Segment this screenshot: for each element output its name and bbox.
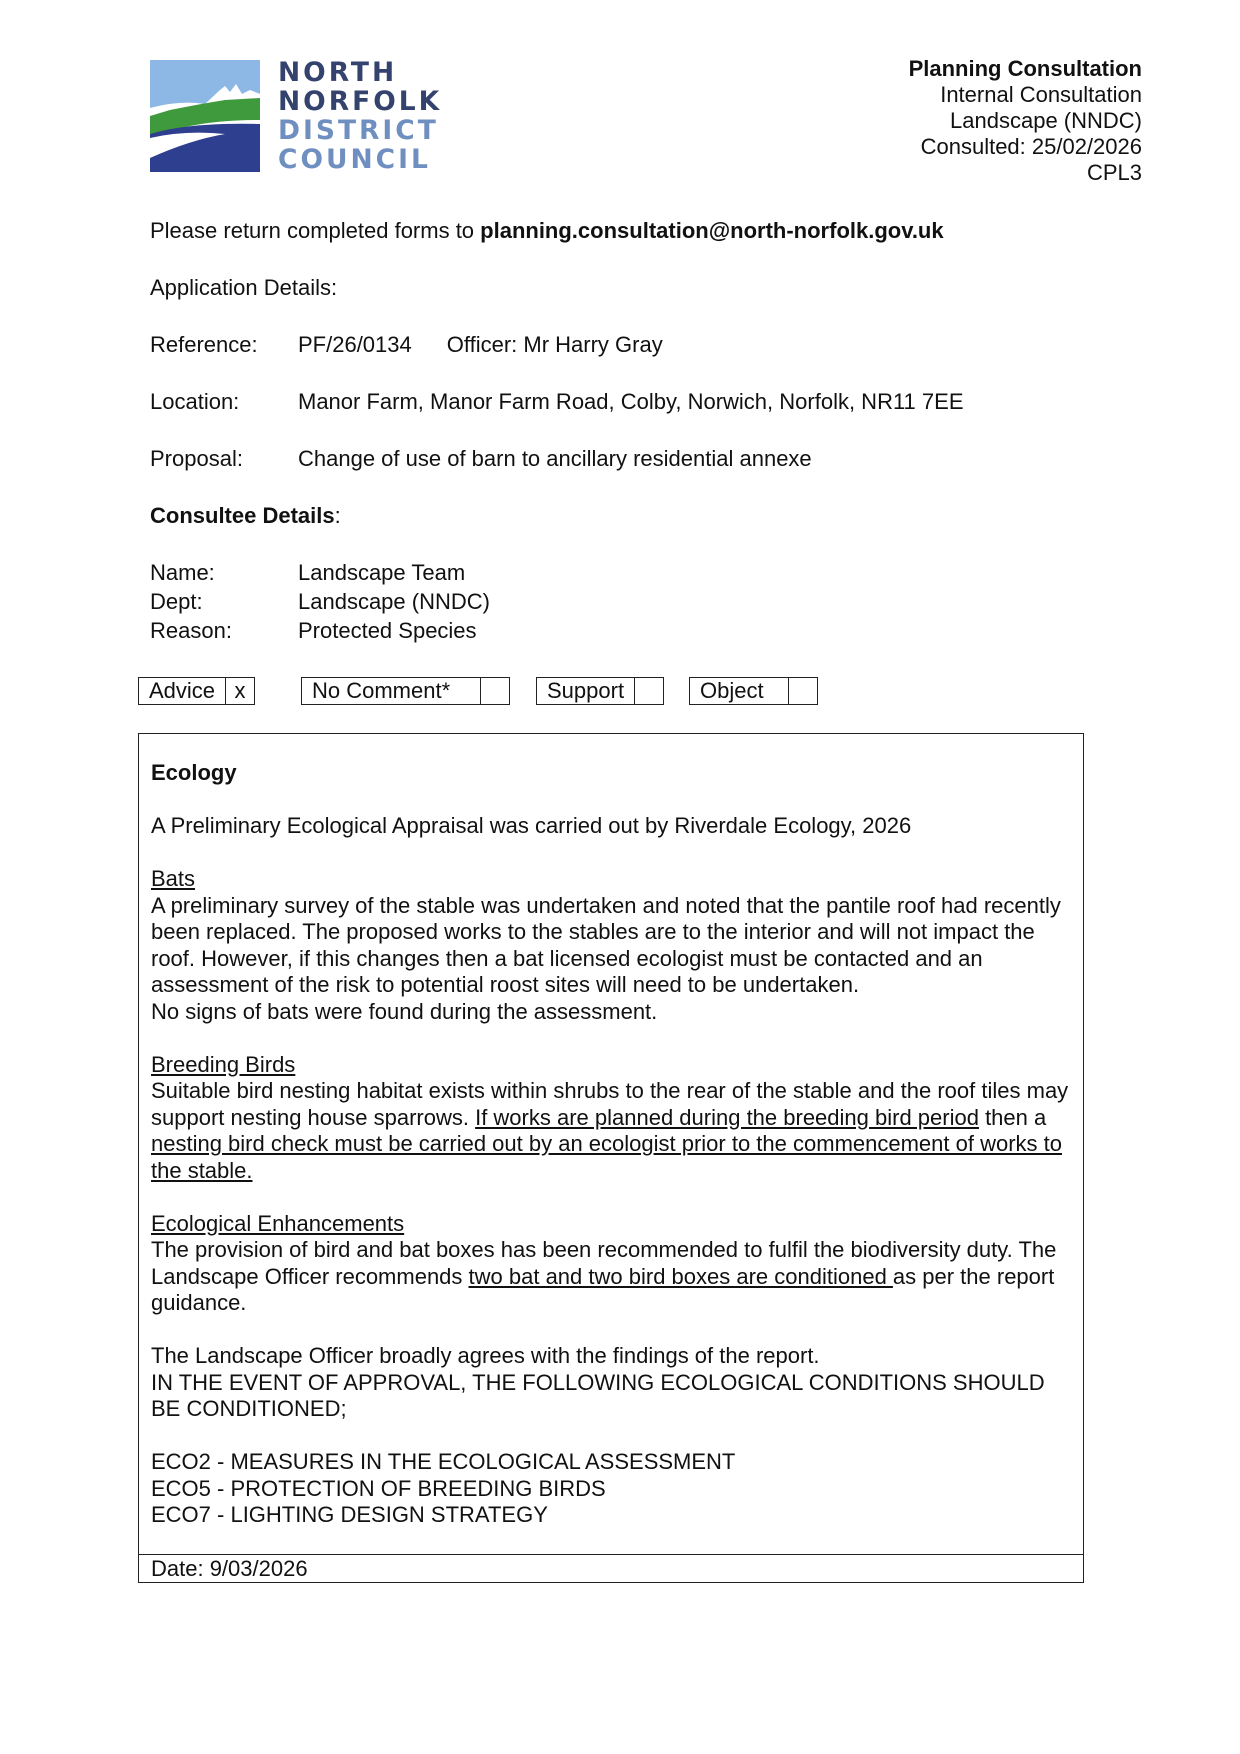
- birds-text-2: If works are planned during the breeding bird period: [475, 1104, 979, 1130]
- response-intro: A Preliminary Ecological Appraisal was carried out by Riverdale Ecology, 2026: [151, 813, 912, 838]
- enhancements-heading: Ecological Enhancements: [151, 1210, 405, 1236]
- option-support-label: Support: [547, 678, 625, 703]
- bats-text-2: No signs of bats were found during the assessment.: [151, 998, 658, 1024]
- enhancements-text-3: as per the report guidance.: [151, 1263, 1055, 1315]
- response-content: [151, 760, 1071, 1555]
- reference-label: Reference:: [150, 332, 258, 357]
- council-logo: [150, 58, 450, 176]
- enhancements-section: [151, 1211, 1071, 1317]
- conclusion-section: [151, 1343, 1071, 1423]
- bats-heading: Bats: [151, 866, 196, 891]
- council-logo-wordmark: [278, 58, 442, 174]
- consultation-header: [909, 56, 1142, 186]
- birds-section: [151, 1052, 1071, 1185]
- birds-text-3: then a: [978, 1104, 1047, 1130]
- consultee-name-label: Name:: [150, 560, 215, 585]
- response-date: Date: 9/03/2026: [139, 1554, 1083, 1582]
- consultee-name-value: Landscape Team: [298, 560, 466, 585]
- consultation-title: Planning Consultation: [908, 56, 1142, 81]
- location-value: Manor Farm, Manor Farm Road, Colby, Norwich, Norfolk, NR11 7EE: [298, 389, 964, 414]
- condition-eco2: ECO2 - MEASURES IN THE ECOLOGICAL ASSESSMENT: [151, 1449, 736, 1474]
- option-advice[interactable]: [138, 677, 255, 705]
- location-label: Location:: [150, 389, 240, 414]
- return-note: [150, 218, 944, 244]
- option-support-checkbox[interactable]: [634, 678, 663, 704]
- bats-text: A preliminary survey of the stable was undertaken and noted that the pantile roof had recently been replaced. The proposed works to the stables are to the interior and will not impact the roof. However, if this changes then a bat licensed ecologist must be contacted and an assessment of the risk to potential roost sites will need to be undertaken.: [151, 892, 1061, 997]
- reference-row: [150, 332, 663, 358]
- consultation-code: CPL3: [1086, 160, 1142, 185]
- consultee-reason-label: Reason:: [150, 618, 232, 643]
- consultee-name-row: [150, 560, 465, 586]
- enhancements-text-1: The provision of bird and bat boxes has been recommended to fulfil the biodiversity duty. The Landscape Officer recommends: [151, 1237, 1057, 1289]
- bats-section: [151, 866, 1071, 1025]
- option-no-comment-label: No Comment*: [312, 678, 451, 703]
- consultee-heading-text: Consultee Details: [150, 503, 335, 528]
- option-no-comment[interactable]: [301, 677, 510, 705]
- consultee-dept-value: Landscape (NNDC): [298, 589, 490, 614]
- logo-line-council: COUNCIL: [278, 144, 431, 175]
- birds-heading: Breeding Birds: [151, 1051, 296, 1077]
- consultee-heading-colon: :: [334, 503, 341, 528]
- consultation-type: Internal Consultation: [940, 82, 1142, 107]
- conditions-list: [151, 1449, 1071, 1529]
- option-object[interactable]: [689, 677, 818, 705]
- consultee-dept-label: Dept:: [150, 589, 203, 614]
- response-title: [151, 760, 1071, 787]
- proposal-row: [150, 446, 812, 472]
- proposal-label: Proposal:: [150, 446, 243, 471]
- logo-line-district: DISTRICT: [278, 115, 439, 146]
- council-logo-emblem: [150, 60, 260, 172]
- birds-text-4: nesting bird check must be carried out by an ecologist prior to the commencement of works to the stable.: [151, 1131, 1062, 1183]
- consultee-reason-value: Protected Species: [298, 618, 477, 643]
- officer-value: Officer: Mr Harry Gray: [446, 332, 663, 357]
- condition-eco7: ECO7 - LIGHTING DESIGN STRATEGY: [151, 1502, 548, 1527]
- birds-text-1: Suitable bird nesting habitat exists within shrubs to the rear of the stable and the roof tiles may support nesting house sparrows.: [151, 1078, 1069, 1130]
- approval-text: IN THE EVENT OF APPROVAL, THE FOLLOWING ECOLOGICAL CONDITIONS SHOULD BE CONDITIONED;: [151, 1369, 1045, 1421]
- return-note-prefix: Please return completed forms to: [150, 218, 481, 243]
- option-object-checkbox[interactable]: [788, 678, 817, 704]
- return-email-link[interactable]: planning.consultation@north-norfolk.gov.uk: [480, 218, 944, 243]
- consultee-reason-row: [150, 618, 477, 644]
- application-heading: Application Details:: [150, 275, 338, 300]
- consultation-date: Consulted: 25/02/2026: [920, 134, 1142, 159]
- consultation-dept: Landscape (NNDC): [950, 108, 1142, 133]
- response-title-text: Ecology: [151, 760, 237, 785]
- option-no-comment-checkbox[interactable]: [480, 678, 509, 704]
- proposal-value: Change of use of barn to ancillary residential annexe: [298, 446, 812, 471]
- logo-line-north: NORTH: [278, 57, 398, 88]
- agree-text: The Landscape Officer broadly agrees with the findings of the report.: [151, 1343, 820, 1368]
- option-support[interactable]: [536, 677, 664, 705]
- enhancements-text-2: two bat and two bird boxes are conditioned: [468, 1263, 893, 1289]
- location-row: [150, 389, 964, 415]
- consultee-heading: [150, 503, 341, 529]
- option-advice-checkbox[interactable]: x: [225, 678, 254, 704]
- option-object-label: Object: [700, 678, 764, 703]
- consultee-dept-row: [150, 589, 490, 615]
- condition-eco5: ECO5 - PROTECTION OF BREEDING BIRDS: [151, 1475, 606, 1501]
- option-advice-label: Advice: [149, 678, 216, 703]
- response-box: [138, 733, 1084, 1583]
- reference-value: PF/26/0134: [298, 332, 412, 357]
- logo-line-norfolk: NORFOLK: [278, 86, 443, 117]
